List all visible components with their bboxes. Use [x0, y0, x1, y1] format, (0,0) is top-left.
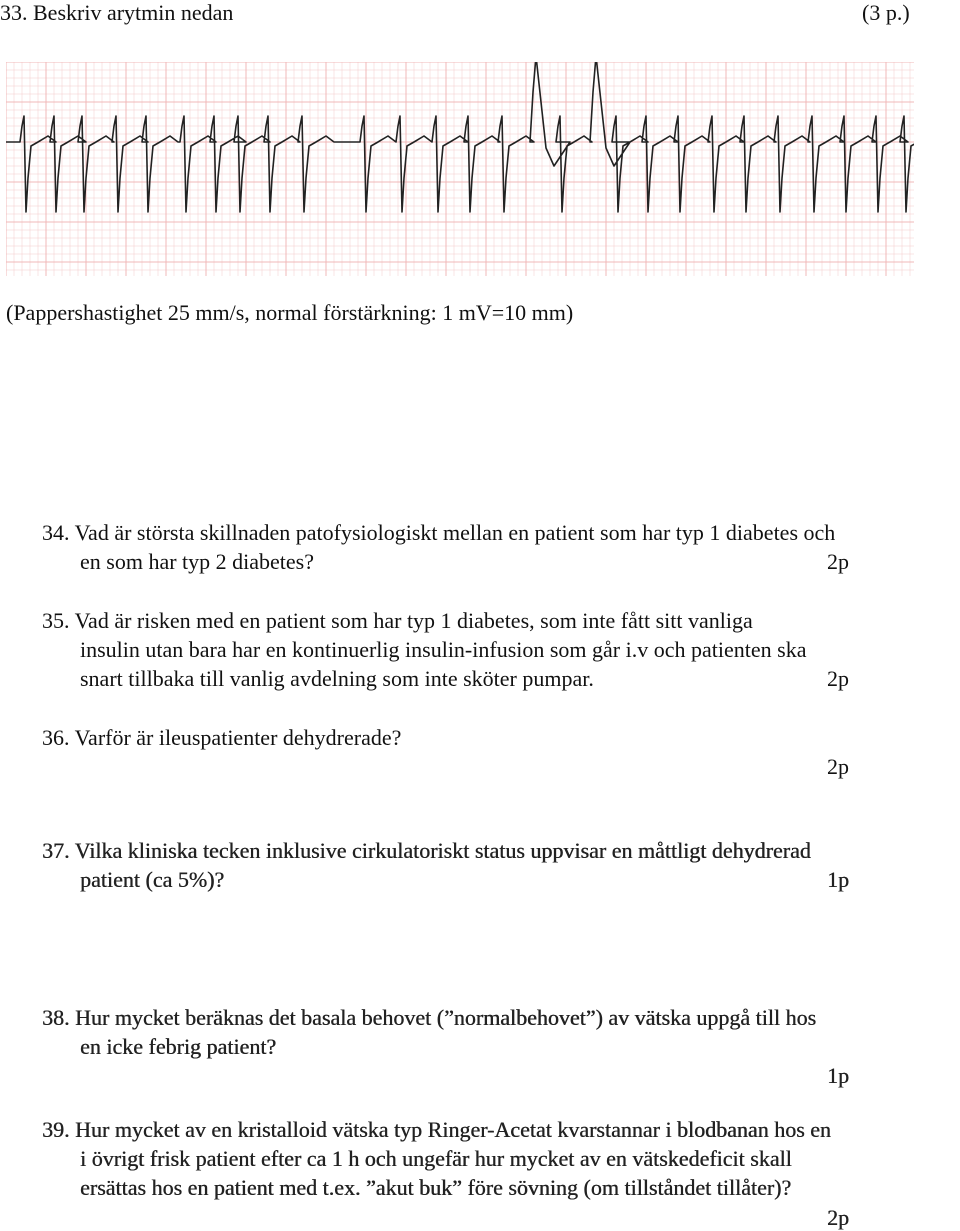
q33-caption: (Pappershastighet 25 mm/s, normal förstärkning: 1 mV=10 mm) [6, 300, 574, 325]
q39-points: 2p [827, 1205, 849, 1230]
q35-line-3: snart tillbaka till vanlig avdelning som inte sköter pumpar. [80, 666, 594, 691]
q39-line-2: i övrigt frisk patient efter ca 1 h och ungefär hur mycket av en vätskedeficit skall [80, 1146, 792, 1171]
ecg-grid [6, 62, 914, 276]
q37-line-1: 37. Vilka kliniska tecken inklusive cirkulatoriskt status uppvisar en måttligt dehydrerad [42, 838, 811, 863]
q38-points: 1p [827, 1063, 849, 1088]
q38-line-2: en icke febrig patient? [80, 1034, 277, 1059]
q34-line-1: 34. Vad är största skillnaden patofysiologiskt mellan en patient som har typ 1 diabetes och [42, 520, 836, 545]
q35-points: 2p [827, 666, 849, 691]
q38-line-1: 38. Hur mycket beräknas det basala behovet (”normalbehovet”) av vätska uppgå till hos [42, 1005, 817, 1030]
q39-line-3: ersättas hos en patient med t.ex. ”akut buk” före sövning (om tillståndet tillåter)? [80, 1175, 792, 1200]
q35-line-2: insulin utan bara har en kontinuerlig insulin-infusion som går i.v och patienten ska [80, 637, 807, 662]
q33-title: 33. Beskriv arytmin nedan [0, 0, 234, 25]
q33-points: (3 p.) [862, 0, 910, 25]
q36-points: 2p [827, 754, 849, 779]
q36-line-1: 36. Varför är ileuspatienter dehydrerade? [42, 725, 402, 750]
q37-points: 1p [827, 867, 849, 892]
q35-line-1: 35. Vad är risken med en patient som har typ 1 diabetes, som inte fått sitt vanliga [42, 608, 753, 633]
q37-line-2: patient (ca 5%)? [80, 867, 225, 892]
ecg-strip-image [6, 62, 914, 276]
q39-line-1: 39. Hur mycket av en kristalloid vätska typ Ringer-Acetat kvarstannar i blodbanan hos en [42, 1117, 831, 1142]
q34-line-2: en som har typ 2 diabetes? [80, 549, 314, 574]
ecg-trace [6, 62, 914, 212]
q34-points: 2p [827, 549, 849, 574]
